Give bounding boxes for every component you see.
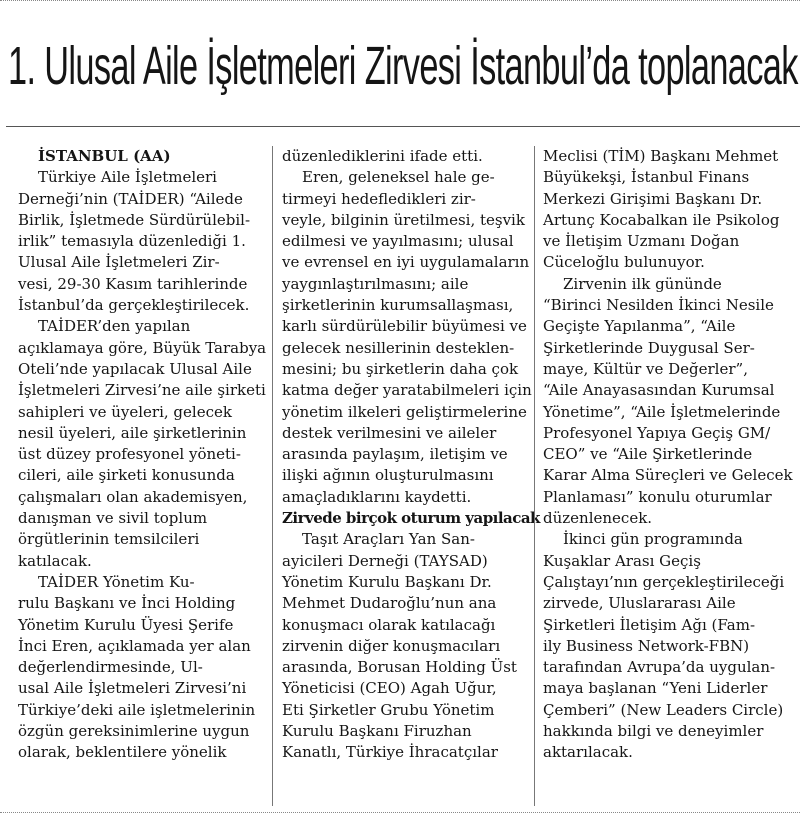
article-text-line: yönetim ilkeleri geliştirmelerine	[282, 402, 527, 421]
article-text-line: İşletmeleri Zirvesi’ne aile şirketi	[18, 381, 266, 400]
article-text-line: konuşmacı olarak katılacağı	[282, 615, 496, 634]
article-text-line: İstanbul’da gerçekleştirilecek.	[18, 296, 250, 315]
article-text-line: Planlaması” konulu oturumlar	[543, 487, 772, 506]
article-text-line: Büyükekşi, İstanbul Finans	[543, 168, 750, 187]
article-text-line: değerlendirmesinde, Ul-	[18, 658, 203, 677]
article-text-line: zirvenin diğer konuşmacıları	[282, 636, 501, 655]
article-text-line: Yönetim Kurulu Üyesi Şerife	[18, 615, 234, 634]
article-text-line: Derneği’nin (TAİDER) “Ailede	[18, 189, 243, 208]
article-text-line: Eti Şirketler Grubu Yönetim	[282, 700, 495, 719]
article-column-3	[543, 146, 800, 764]
article-text-line: Cüceloğlu bulunuyor.	[543, 253, 705, 272]
article-text-line: Türkiye’deki aile işletmelerinin	[18, 700, 256, 719]
article-text-line: karlı sürdürülebilir büyümesi ve	[282, 317, 527, 336]
article-text-line: vesi, 29-30 Kasım tarihlerinde	[18, 274, 248, 293]
article-text-line: CEO” ve “Aile Şirketlerinde	[543, 445, 753, 464]
article-text-line: Merkezi Girişimi Başkanı Dr.	[543, 189, 763, 208]
article-text-line: cileri, aile şirketi konusunda	[18, 466, 235, 485]
article-text-line: Şirketleri İletişim Ağı (Fam-	[543, 615, 756, 634]
article-text-line: irlik” temasıyla düzenlediği 1.	[18, 232, 246, 251]
article-text-line: arasında, Borusan Holding Üst	[282, 658, 517, 677]
article-text-line: nesil üyeleri, aile şirketlerinin	[18, 423, 247, 442]
article-text-line: Çemberi” (New Leaders Circle)	[543, 700, 784, 719]
article-subheading: Zirvede birçok oturum yapılacak	[282, 509, 540, 528]
article-text-line: katma değer yaratabilmeleri için	[282, 381, 532, 400]
article-text-line: veyle, bilginin üretilmesi, teşvik	[282, 210, 525, 229]
article-text-line: ayicileri Derneği (TAYSAD)	[282, 551, 488, 570]
column-divider-2	[534, 146, 535, 806]
article-text-line: özgün gereksinimlerine uygun	[18, 722, 250, 741]
article-text-line: örgütlerinin temsilcileri	[18, 530, 200, 549]
article-text-line: Şirketlerinde Duygusal Ser-	[543, 338, 755, 357]
article-text-line: gelecek nesillerinin desteklen-	[282, 338, 515, 357]
article-text-line: rulu Başkanı ve İnci Holding	[18, 594, 236, 613]
article-text-line: Kurulu Başkanı Firuzhan	[282, 722, 472, 741]
article-text-line: üst düzey profesyonel yöneti-	[18, 445, 241, 464]
article-byline: İSTANBUL (AA)	[38, 147, 171, 165]
article-text-line: arasında paylaşım, iletişim ve	[282, 445, 508, 464]
article-text-line: Karar Alma Süreçleri ve Gelecek	[543, 466, 793, 485]
article-column-2	[282, 146, 540, 764]
article-text-line: Artunç Kocabalkan ile Psikolog	[543, 210, 780, 229]
article-text-line: amaçladıklarını kaydetti.	[282, 487, 472, 506]
article-text-line: mesini; bu şirketlerin daha çok	[282, 359, 519, 378]
article-text-line: Mehmet Dudaroğlu’nun ana	[282, 594, 497, 613]
article-text-line: ve evrensel en iyi uygulamaların	[282, 253, 530, 272]
article-text-line: maya başlanan “Yeni Liderler	[543, 679, 768, 698]
article-text-line: yaygınlaştırılmasını; aile	[282, 274, 469, 293]
article-text-line: Taşıt Araçları Yan San-	[302, 530, 475, 549]
article-text-line: İnci Eren, açıklamada yer alan	[18, 636, 251, 655]
article-text-line: danışman ve sivil toplum	[18, 509, 208, 528]
article-text-line: Kanatlı, Türkiye İhracatçılar	[282, 743, 498, 762]
article-text-line: İkinci gün programında	[563, 530, 743, 549]
article-text-line: ily Business Network-FBN)	[543, 636, 750, 655]
article-text-line: Çalıştayı’nın gerçekleştirileceği	[543, 572, 785, 591]
article-text-line: Meclisi (TİM) Başkanı Mehmet	[543, 147, 779, 165]
article-text-line: destek verilmesini ve aileler	[282, 423, 497, 442]
article-text-line: Profesyonel Yapıya Geçiş GM/	[543, 423, 771, 442]
article-text-line: düzenlenecek.	[543, 509, 653, 528]
article-text-line: katılacak.	[18, 551, 92, 570]
article-text-line: sahipleri ve üyeleri, gelecek	[18, 402, 232, 421]
article-text-line: Türkiye Aile İşletmeleri	[38, 168, 217, 187]
headline-rule	[6, 126, 800, 127]
article-text-line: Geçişte Yapılanma”, “Aile	[543, 317, 736, 336]
article-text-line: ilişki ağının oluşturulmasını	[282, 466, 494, 485]
article-text-line: Kuşaklar Arası Geçiş	[543, 551, 701, 570]
article-headline: 1. Ulusal Aile İşletmeleri Zirvesi İstanbul’da toplanacak	[8, 36, 798, 96]
article-text-line: Birlik, İşletmede Sürdürülebil-	[18, 210, 251, 229]
article-text-line: çalışmaları olan akademisyen,	[18, 487, 248, 506]
clipping-top-edge	[0, 0, 800, 5]
article-text-line: aktarılacak.	[543, 743, 633, 762]
article-text-line: tarafından Avrupa’da uygulan-	[543, 658, 776, 677]
article-text-line: ve İletişim Uzmanı Doğan	[543, 232, 740, 251]
article-text-line: hakkında bilgi ve deneyimler	[543, 722, 764, 741]
article-text-line: düzenlediklerini ifade etti.	[282, 147, 483, 165]
column-divider-1	[272, 146, 273, 806]
article-text-line: Eren, geleneksel hale ge-	[302, 168, 495, 187]
article-text-line: tirmeyi hedefledikleri zir-	[282, 189, 476, 208]
article-text-line: TAİDER Yönetim Ku-	[38, 572, 195, 591]
article-text-line: TAİDER’den yapılan	[38, 317, 191, 336]
article-column-1	[18, 146, 276, 764]
article-text-line: “Birinci Nesilden İkinci Nesile	[543, 296, 774, 315]
article-text-line: açıklamaya göre, Büyük Tarabya	[18, 338, 267, 357]
article-text-line: Ulusal Aile İşletmeleri Zir-	[18, 253, 220, 272]
article-text-line: Yöneticisi (CEO) Agah Uğur,	[282, 679, 497, 698]
article-text-line: Zirvenin ilk gününde	[563, 274, 722, 293]
article-text-line: Yönetime”, “Aile İşletmelerinde	[543, 402, 781, 421]
clipping-bottom-edge	[0, 812, 800, 817]
article-text-line: Yönetim Kurulu Başkanı Dr.	[282, 572, 492, 591]
article-text-line: zirvede, Uluslararası Aile	[543, 594, 736, 613]
article-text-line: usal Aile İşletmeleri Zirvesi’ni	[18, 679, 247, 698]
article-text-line: olarak, beklentilere yönelik	[18, 743, 227, 762]
article-text-line: şirketlerinin kurumsallaşması,	[282, 296, 514, 315]
article-text-line: maye, Kültür ve Değerler”,	[543, 359, 748, 378]
article-text-line: “Aile Anayasasından Kurumsal	[543, 381, 775, 400]
article-text-line: Oteli’nde yapılacak Ulusal Aile	[18, 359, 252, 378]
article-text-line: edilmesi ve yayılmasını; ulusal	[282, 232, 514, 251]
